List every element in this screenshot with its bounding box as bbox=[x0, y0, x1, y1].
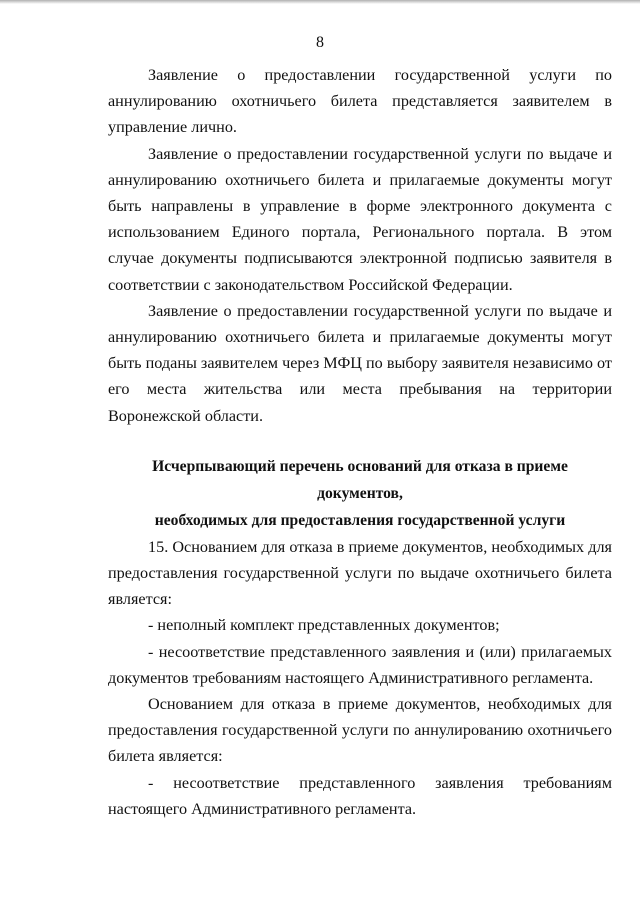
list-item-noncompliance-issue: - несоответствие представленного заявления и (или) прилагаемых документов требованиям настоящего Административного регламента. bbox=[108, 642, 612, 687]
paragraph-clause-15: 15. Основанием для отказа в приеме документов, необходимых для предоставления государственной услуги по выдаче охотничьего билета является: bbox=[108, 537, 612, 609]
page-number: 8 bbox=[316, 34, 324, 51]
paragraph-mfc-submission: Заявление о предоставлении государственной услуги по выдаче и аннулированию охотничьего билета и прилагаемые документы могут быть поданы заявителем через МФЦ по выбору заявителя независимо от его места жительства или места пребывания на территории Воронежской области. bbox=[108, 301, 612, 425]
list-item-incomplete-documents: - неполный комплект представленных документов; bbox=[148, 616, 500, 635]
paragraph-annulment-submission: Заявление о предоставлении государственной услуги по аннулированию охотничьего билета представляется заявителем в управление лично. bbox=[108, 66, 612, 137]
section-heading-line-1: Исчерпывающий перечень оснований для отказа в приеме документов, bbox=[152, 457, 568, 502]
scan-edge bbox=[0, 0, 640, 4]
paragraph-electronic-submission: Заявление о предоставлении государственной услуги по выдаче и аннулированию охотничьего билета и прилагаемые документы могут быть направлены в управление в форме электронного документа с использованием Единого портала, Регионального портала. В этом случае документы подписываются электронной подписью заявителя в соответствии с законодательством Российской Федерации. bbox=[108, 144, 612, 294]
paragraph-annulment-refusal: Основанием для отказа в приеме документов, необходимых для предоставления государственной услуги по аннулированию охотничьего билета является: bbox=[108, 695, 612, 766]
section-gap bbox=[108, 429, 612, 453]
list-item-noncompliance-annulment: - несоответствие представленного заявления требованиям настоящего Административного регламента. bbox=[108, 773, 612, 818]
section-heading bbox=[108, 453, 612, 534]
document-body bbox=[108, 62, 612, 822]
section-heading-line-2: необходимых для предоставления государственной услуги bbox=[154, 511, 566, 529]
